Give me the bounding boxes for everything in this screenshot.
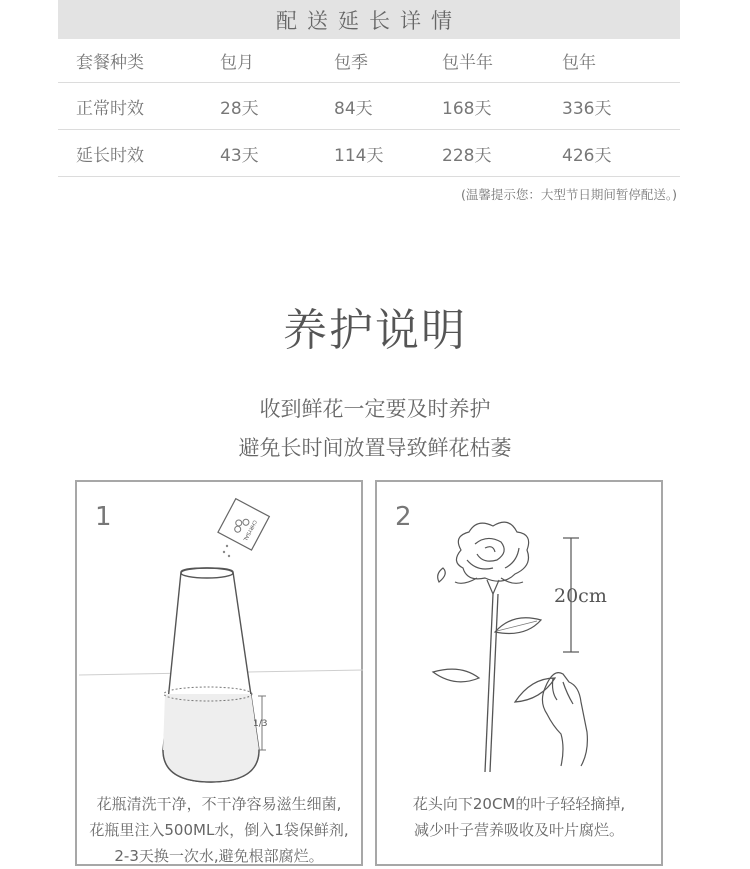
- caption-line: 减少叶子营养吸收及叶片腐烂。: [413, 821, 624, 839]
- table-cell: 114天: [334, 145, 384, 166]
- fraction-label: 1/3: [253, 719, 268, 729]
- step-panel-2: [375, 480, 663, 866]
- row-label: 正常时效: [76, 98, 144, 119]
- table-cell: 43天: [220, 145, 259, 166]
- table-header-row: [58, 39, 680, 83]
- table-cell: 84天: [334, 98, 373, 119]
- table-cell: 28天: [220, 98, 259, 119]
- table-row: [58, 130, 680, 177]
- row-label: 延长时效: [76, 145, 144, 166]
- measure-label: 20cm: [554, 585, 607, 607]
- delivery-table-title: 配送延长详情: [58, 0, 680, 39]
- table-row: [58, 83, 680, 130]
- table-cell: 426天: [562, 145, 612, 166]
- step-caption: [77, 791, 361, 869]
- caption-line: 花瓶里注入500ML水，倒入1袋保鲜剂,: [89, 821, 349, 839]
- table-cell: 336天: [562, 98, 612, 119]
- care-subtitle-2: 避免长时间放置导致鲜花枯萎: [238, 436, 512, 460]
- column-header: 套餐种类: [76, 53, 144, 73]
- delivery-table: [58, 0, 680, 202]
- packet-label: CHRYSAL: [241, 518, 258, 542]
- column-header: 包季: [334, 53, 368, 73]
- step-number: 2: [395, 502, 412, 532]
- column-header: 包年: [562, 53, 596, 73]
- step-number: 1: [95, 502, 112, 532]
- caption-line: 花头向下20CM的叶子轻轻摘掉,: [412, 795, 626, 813]
- column-header: 包半年: [442, 53, 493, 73]
- delivery-note: (温馨提示您：大型节日期间暂停配送。): [460, 187, 677, 202]
- caption-line: 花瓶清洗干净，不干净容易滋生细菌,: [96, 795, 342, 813]
- step-panel-1: [75, 480, 363, 866]
- care-title: 养护说明: [283, 305, 467, 356]
- caption-line: 2-3天换一次水,避免根部腐烂。: [114, 847, 324, 865]
- column-header: 包月: [220, 53, 254, 73]
- table-cell: 168天: [442, 98, 492, 119]
- step-caption: [377, 791, 661, 843]
- care-subtitle-1: 收到鲜花一定要及时养护: [259, 397, 491, 421]
- table-cell: 228天: [442, 145, 492, 166]
